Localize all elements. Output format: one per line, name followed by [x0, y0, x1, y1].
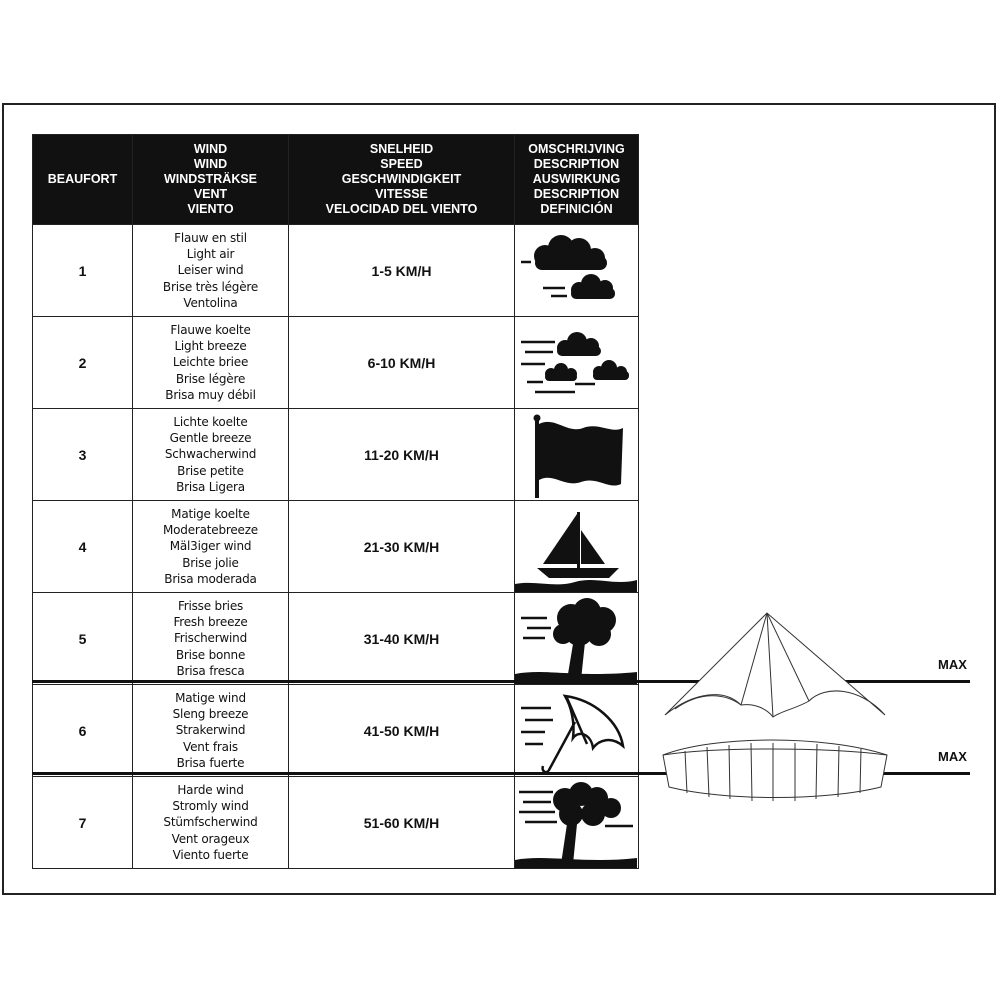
beaufort-table — [32, 134, 639, 869]
wind-names: Flauw en stil Light air Leiser wind Brise très légère Ventolina — [133, 225, 289, 317]
header-wind: WIND WIND WINDSTRÄKSE VENT VIENTO — [133, 135, 289, 225]
table-row — [33, 225, 639, 317]
storm-tree-icon — [515, 778, 637, 868]
wind-names: Matige wind Sleng breeze Strakerwind Vent frais Brisa fuerte — [133, 685, 289, 777]
wind-names: Matige koelte Moderatebreeze Mäl3iger wind Brise jolie Brisa moderada — [133, 501, 289, 593]
description-cell — [515, 777, 639, 869]
table-row — [33, 409, 639, 501]
tree-icon — [515, 594, 637, 684]
description-cell — [515, 685, 639, 777]
description-cell — [515, 225, 639, 317]
beaufort-level: 5 — [33, 593, 133, 685]
wind-speed: 51-60 KM/H — [289, 777, 515, 869]
wind-speed: 41-50 KM/H — [289, 685, 515, 777]
wind-speed: 21-30 KM/H — [289, 501, 515, 593]
kites-illustration — [655, 605, 895, 825]
wind-names: Lichte koelte Gentle breeze Schwacherwind Brise petite Brisa Ligera — [133, 409, 289, 501]
beaufort-level: 6 — [33, 685, 133, 777]
table-row — [33, 593, 639, 685]
max-label: MAX — [938, 749, 967, 764]
max-label: MAX — [938, 657, 967, 672]
delta-kite-icon — [665, 613, 885, 717]
wind-names: Harde wind Stromly wind Stümfscherwind Vent orageux Viento fuerte — [133, 777, 289, 869]
flag-icon — [515, 410, 637, 500]
header-description: OMSCHRIJVING DESCRIPTION AUSWIRKUNG DESCRIPTION DEFINICIÓN — [515, 135, 639, 225]
table-row — [33, 317, 639, 409]
sailboat-icon — [515, 502, 637, 592]
beaufort-level: 2 — [33, 317, 133, 409]
beaufort-level: 4 — [33, 501, 133, 593]
clouds-icon — [515, 226, 637, 316]
description-cell — [515, 409, 639, 501]
wind-speed: 11-20 KM/H — [289, 409, 515, 501]
wind-speed: 1-5 KM/H — [289, 225, 515, 317]
beaufort-level: 7 — [33, 777, 133, 869]
header-speed: SNELHEID SPEED GESCHWINDIGKEIT VITESSE VELOCIDAD DEL VIENTO — [289, 135, 515, 225]
wind-speed: 31-40 KM/H — [289, 593, 515, 685]
foil-kite-icon — [663, 740, 887, 801]
wind-names: Frisse bries Fresh breeze Frischerwind Brise bonne Brisa fresca — [133, 593, 289, 685]
wind-names: Flauwe koelte Light breeze Leichte briee Brise légère Brisa muy débil — [133, 317, 289, 409]
description-cell — [515, 317, 639, 409]
table-row — [33, 685, 639, 777]
table-row — [33, 501, 639, 593]
description-cell — [515, 593, 639, 685]
description-cell — [515, 501, 639, 593]
beaufort-level: 1 — [33, 225, 133, 317]
table-row — [33, 777, 639, 869]
umbrella-icon — [515, 686, 637, 776]
clouds-wind-icon — [515, 318, 637, 408]
beaufort-level: 3 — [33, 409, 133, 501]
wind-speed: 6-10 KM/H — [289, 317, 515, 409]
header-beaufort: BEAUFORT — [33, 135, 133, 225]
header-row — [33, 135, 639, 225]
